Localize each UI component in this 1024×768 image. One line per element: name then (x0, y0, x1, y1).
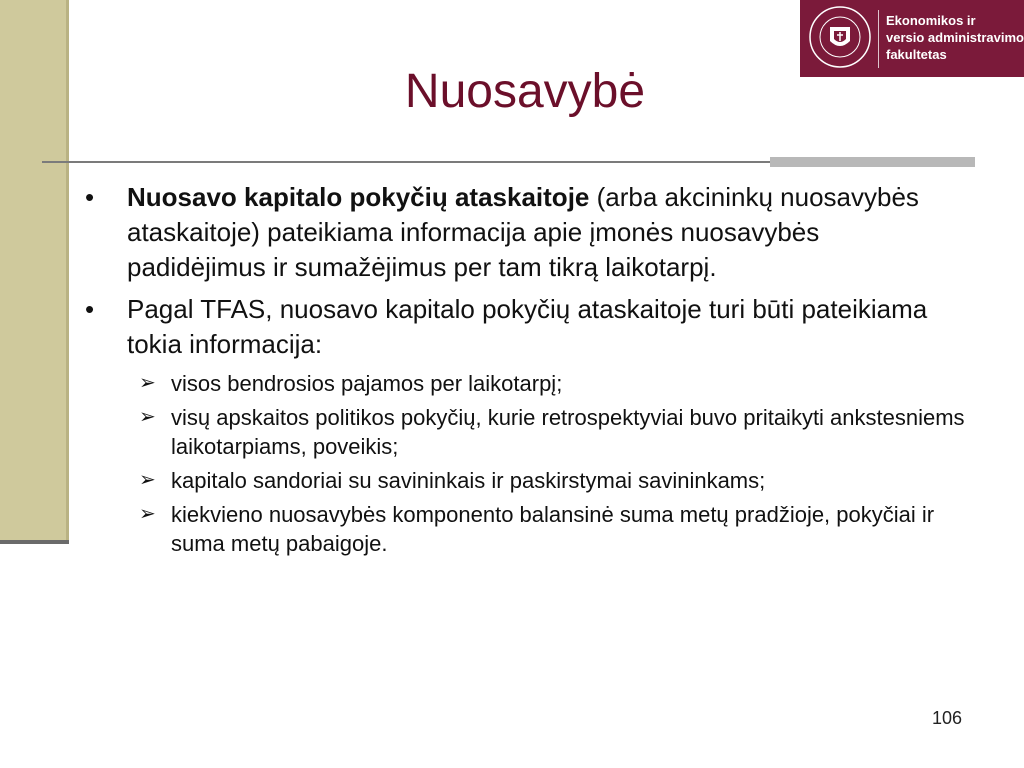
sub-bullet-item (85, 403, 965, 461)
bullet-text: (arba akcininkų nuosavybės ataskaitoje) pateikiama informacija apie įmonės nuosavybės padidėjimus ir sumažėjimus per tam tikrą laikotarpį. (127, 182, 919, 282)
left-bar-shadow (0, 540, 69, 544)
bullet-bold-text: Nuosavo kapitalo pokyčių ataskaitoje (127, 182, 590, 212)
logo-line-2: versio administravimo (886, 30, 1024, 45)
sub-bullet-text: visos bendrosios pajamos per laikotarpį; (171, 371, 563, 396)
slide-content (85, 180, 965, 563)
bullet-item (85, 180, 965, 285)
arrow-bullet-icon: ➢ (139, 469, 156, 491)
slide-title: Nuosavybė (404, 65, 646, 118)
logo-line-3: fakultetas (886, 47, 947, 62)
title-underline-accent (770, 157, 975, 167)
arrow-bullet-icon: ➢ (139, 503, 156, 525)
bullet-icon: • (85, 182, 95, 212)
logo-divider (878, 10, 879, 68)
page-number: 106 (931, 708, 962, 728)
arrow-bullet-icon: ➢ (139, 406, 156, 428)
logo-text (886, 12, 1024, 63)
logo-line-1: Ekonomikos ir (886, 13, 976, 28)
sub-bullet-text: visų apskaitos politikos pokyčių, kurie retrospektyviai buvo pritaikyti ankstesniems laikotarpiams, poveikis; (171, 405, 965, 459)
bullet-icon: • (85, 294, 95, 324)
sub-bullet-item (85, 466, 965, 495)
bullet-text: Pagal TFAS, nuosavo kapitalo pokyčių ataskaitoje turi būti pateikiama tokia informacija: (127, 294, 928, 359)
sub-bullet-text: kiekvieno nuosavybės komponento balansinė suma metų pradžioje, pokyčiai ir suma metų pabaigoje. (171, 502, 935, 556)
bullet-item (85, 292, 965, 362)
sub-bullet-item (85, 500, 965, 558)
sub-bullet-text: kapitalo sandoriai su savininkais ir paskirstymai savininkams; (171, 468, 766, 493)
arrow-bullet-icon: ➢ (139, 372, 156, 394)
university-seal-icon (808, 5, 872, 69)
sub-bullet-item (85, 369, 965, 398)
